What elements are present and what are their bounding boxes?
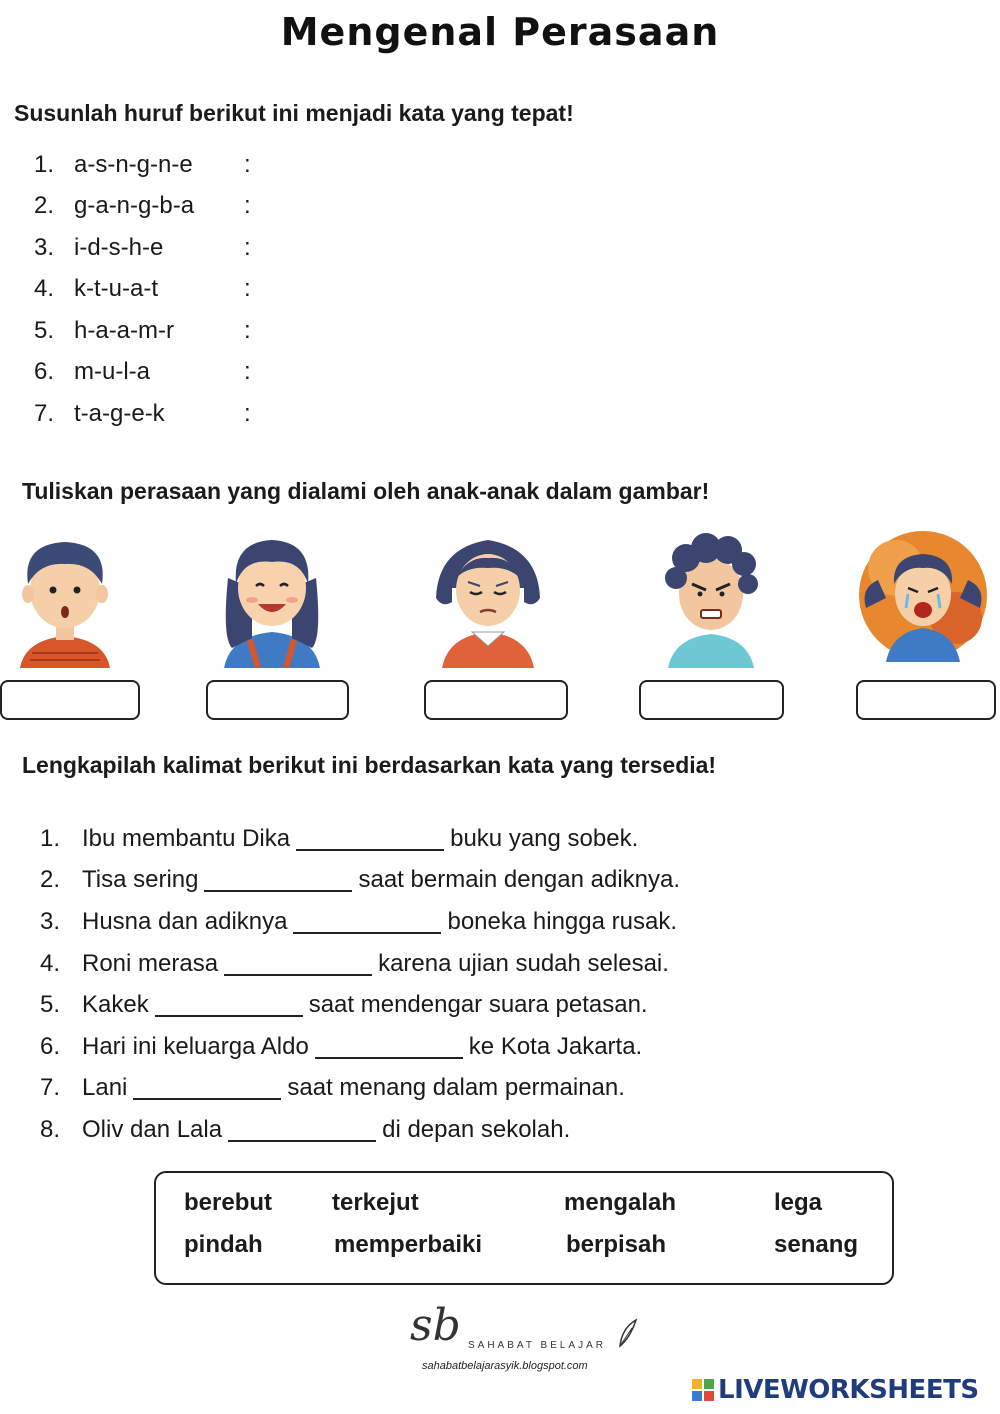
- list-item: 2. g-a-n-g-b-a :: [34, 192, 251, 220]
- list-item: 3. i-d-s-h-e :: [34, 233, 251, 261]
- answer-blank[interactable]: [315, 1035, 463, 1059]
- word-bank-item: berpisah: [566, 1231, 667, 1258]
- word-bank-item: berebut: [184, 1189, 273, 1216]
- list-item: 7. Lani saat menang dalam permainan.: [40, 1074, 625, 1102]
- word-bank-item: pindah: [184, 1231, 263, 1258]
- feather-icon: [616, 1318, 640, 1348]
- answer-box-1[interactable]: [0, 680, 140, 720]
- list-item: 4. k-t-u-a-t :: [34, 275, 251, 303]
- surprised-boy-illustration: [10, 528, 120, 668]
- word-bank-item: terkejut: [332, 1189, 419, 1216]
- answer-box-4[interactable]: [639, 680, 784, 720]
- list-item: 5. Kakek saat mendengar suara petasan.: [40, 991, 648, 1019]
- sad-girl-illustration: [428, 528, 548, 668]
- answer-box-2[interactable]: [206, 680, 349, 720]
- sahabat-belajar-logo: [410, 1300, 640, 1380]
- list-item: 1. a-s-n-g-n-e :: [34, 150, 251, 178]
- liveworksheets-logo: [692, 1372, 979, 1408]
- answer-box-3[interactable]: [424, 680, 568, 720]
- brand-name: SAHABAT BELAJAR: [468, 1340, 606, 1351]
- answer-blank[interactable]: [296, 827, 444, 851]
- blog-url: sahabatbelajarasyik.blogspot.com: [422, 1360, 588, 1372]
- angry-boy-illustration: [656, 528, 766, 668]
- list-item: 6. m-u-l-a :: [34, 358, 251, 386]
- liveworksheets-wordmark: LIVEWORKSHEETS: [718, 1375, 979, 1405]
- word-bank-item: mengalah: [564, 1189, 677, 1216]
- page-title: Mengenal Perasaan: [280, 10, 720, 54]
- answer-blank[interactable]: [228, 1118, 376, 1142]
- list-item: 2. Tisa sering saat bermain dengan adiknya.: [40, 866, 681, 894]
- list-item: 6. Hari ini keluarga Aldo ke Kota Jakarta.: [40, 1032, 643, 1060]
- answer-blank[interactable]: [293, 910, 441, 934]
- list-item: 3. Husna dan adiknya boneka hingga rusak.: [40, 907, 677, 935]
- word-bank: [154, 1171, 894, 1285]
- list-item: 5. h-a-a-m-r :: [34, 316, 251, 344]
- word-bank-item: lega: [774, 1189, 823, 1216]
- crying-girl-illustration: [856, 528, 990, 662]
- scramble-list: [34, 144, 334, 435]
- list-item: 1. Ibu membantu Dika buku yang sobek.: [40, 824, 639, 852]
- word-bank-item: senang: [774, 1231, 859, 1258]
- answer-blank[interactable]: [133, 1076, 281, 1100]
- sentence-list: [40, 818, 940, 1151]
- answer-blank[interactable]: [204, 868, 352, 892]
- word-bank-item: memperbaiki: [334, 1231, 483, 1258]
- instruction-scramble: Susunlah huruf berikut ini menjadi kata yang tepat!: [14, 100, 574, 126]
- list-item: 8. Oliv dan Lala di depan sekolah.: [40, 1115, 571, 1143]
- instruction-faces: Tuliskan perasaan yang dialami oleh anak-anak dalam gambar!: [22, 478, 710, 504]
- answer-blank[interactable]: [155, 993, 303, 1017]
- list-item: 4. Roni merasa karena ujian sudah selesai.: [40, 949, 669, 977]
- answer-box-5[interactable]: [856, 680, 996, 720]
- logo-mark: sb: [410, 1300, 461, 1351]
- list-item: 7. t-a-g-e-k :: [34, 399, 251, 427]
- happy-girl-illustration: [212, 528, 332, 668]
- liveworksheets-icon: [692, 1379, 714, 1401]
- answer-blank[interactable]: [224, 952, 372, 976]
- instruction-sentences: Lengkapilah kalimat berikut ini berdasarkan kata yang tersedia!: [22, 752, 717, 778]
